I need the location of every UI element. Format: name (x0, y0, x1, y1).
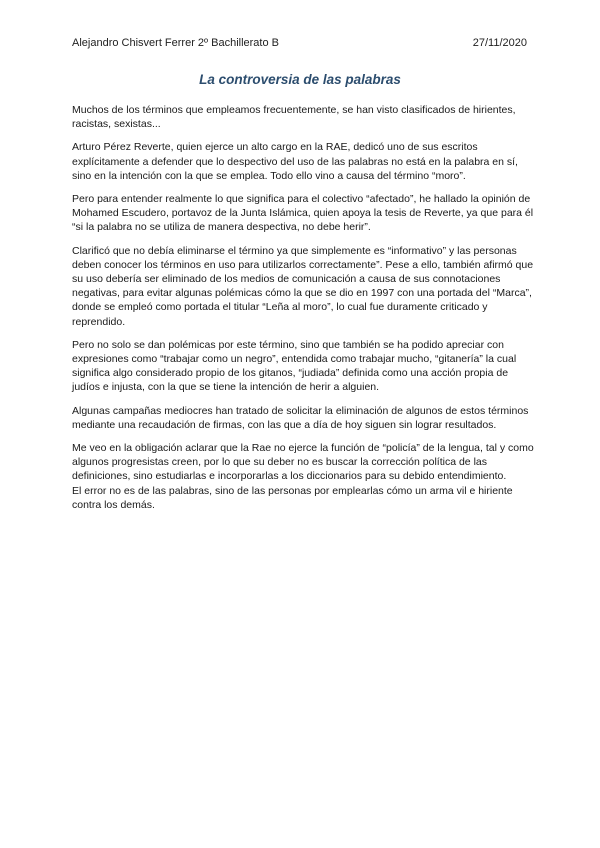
document-body (72, 103, 536, 521)
header-date: 27/11/2020 (472, 37, 527, 49)
paragraph: Algunas campañas mediocres han tratado de solicitar la eliminación de algunos de estos términos mediante una recaudación de firmas, con las que a día de hoy siguen sin lograr resultados. (72, 404, 529, 431)
paragraph: Pero no solo se dan polémicas por este término, sino que también se ha podido apreciar con expresiones como “trabajar como un negro”, entendida como trabajar mucho, “gitanería” la cual significa algo considerado propio de los gitanos, “judiada” definida como una acción propia de judíos e injusta, con la que se tiene la intención de herir a alguien. (72, 338, 517, 394)
document-title: La controversia de las palabras (199, 72, 401, 87)
paragraph: El error no es de las palabras, sino de las personas por emplearlas cómo un arma vil e hiriente contra los demás. (72, 484, 513, 511)
paragraph: Clarificó que no debía eliminarse el término ya que simplemente es “informativo” y las personas deben conocer los términos en uso para utilizarlos correctamente”. Pese a ello, también afirmó que su uso debería ser eliminado de los medios de comunicación a causa de sus connotaciones negativas, para evitar algunas polémicas cómo la que se dio en 1997 con una portada del “Marca”, donde se empleó como portada el titular “Leña al moro”, lo cual fue duramente criticado y reprendido. (72, 244, 534, 328)
paragraph: Me veo en la obligación aclarar que la Rae no ejerce la función de “policía” de la lengua, tal y como algunos progresistas creen, por lo que su deber no es buscar la corrección política de las definiciones, sino estudiarlas e incorporarlas a los diccionarios para su debido entendimiento. (72, 442, 534, 483)
paragraph: Muchos de los términos que empleamos frecuentemente, se han visto clasificados de hirientes, racistas, sexistas... (72, 104, 516, 131)
page-header (72, 37, 527, 50)
paragraph: Pero para entender realmente lo que significa para el colectivo “afectado”, he hallado la opinión de Mohamed Escudero, portavoz de la Junta Islámica, quien apoya la tesis de Reverte, ya que para él “si la palabra no se utiliza de manera despectiva, no debe herir”. (72, 193, 534, 234)
header-author: Alejandro Chisvert Ferrer 2º Bachillerato B (72, 37, 279, 49)
paragraph: Arturo Pérez Reverte, quien ejerce un alto cargo en la RAE, dedicó uno de sus escritos explícitamente a defender que lo despectivo del uso de las palabras no está en la palabra en sí, sino en la intención con la que se emplea. Todo ello vino a causa del término “moro”. (72, 141, 518, 182)
